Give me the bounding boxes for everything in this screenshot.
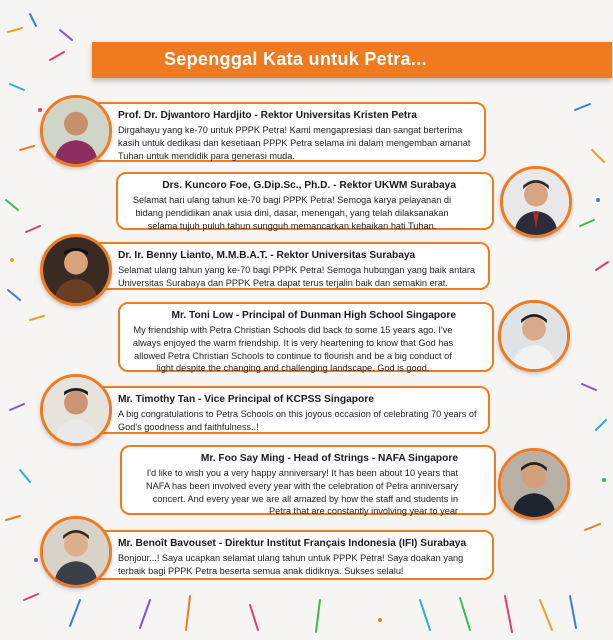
message-card (80, 530, 494, 580)
message-text: Selamat ulang tahun yang ke-70 bagi PPPK Petra! Semoga hubungan yang baik antara Universitas Surabaya dan PPPK Petra dapat terus terjalin baik dan semakin erat. (118, 265, 476, 288)
speaker-name: Mr. Toni Low - Principal of Dunman High School Singapore (171, 310, 456, 321)
speaker-name: Drs. Kuncoro Foe, G.Dip.Sc., Ph.D. - Rektor UKWM Surabaya (162, 180, 456, 191)
message-card (80, 102, 486, 162)
speaker-name: Prof. Dr. Djwantoro Hardjito - Rektor Universitas Kristen Petra (118, 110, 417, 121)
avatar-photo (40, 95, 112, 167)
message-card (116, 172, 494, 230)
avatar-photo (500, 166, 572, 238)
message-text: Dirgahayu yang ke-70 untuk PPPK Petra! Kami mengapresiasi dan sangat berterima kasih untuk dedikasi dan kesetiaan PPPK Petra selama ini dalam mengemban amanat Tuhan untuk mendidik para generasi muda. (118, 125, 471, 161)
message-card (80, 242, 490, 290)
avatar-photo (40, 234, 112, 306)
avatar-photo (498, 448, 570, 520)
message-text: Selamat hari ulang tahun ke-70 bagi PPPK Petra! Semoga karya pelayanan di bidang pendidikan anak usia dini, dasar, menengah, yang telah dilaksanakan selama tujuh puluh tahun sungguh memancarkan kebaikan hati Tuhan. (132, 195, 452, 231)
speaker-name: Dr. Ir. Benny Lianto, M.M.B.A.T. - Rektor Universitas Surabaya (118, 250, 416, 261)
message-text: A big congratulations to Petra Schools on this joyous occasion of celebrating 70 years of God's goodness and faithfulness..! (118, 409, 477, 432)
message-text: My friendship with Petra Christian Schools did back to some 15 years ago. I've always enjoyed the warm friendship. It is very heartening to know that God has allowed Petra Christian Schools to continue to flourish and be a big conduct of light despite the changing and challenging landscape. God is good. (132, 325, 454, 374)
message-card (118, 302, 494, 372)
speaker-name: Mr. Foo Say Ming - Head of Strings - NAFA Singapore (200, 453, 458, 464)
message-card (80, 386, 490, 434)
speaker-name: Mr. Benoît Bavouset - Direktur Institut Français Indonesia (IFI) Surabaya (118, 538, 467, 549)
speaker-name: Mr. Timothy Tan - Vice Principal of KCPSS Singapore (118, 394, 374, 405)
message-text: I'd like to wish you a very happy anniversary! It has been about 10 years that NAFA has been involved every year with the celebration of Petra anniversary concert. And every year we are all amazed by how the staff and students in Petra that are constantly involving year to year (145, 468, 458, 517)
title-banner (92, 42, 612, 78)
message-text: Bonjour...! Saya ucapkan selamat ulang tahun untuk PPPK Petra! Saya doakan yang terbaik bagi PPPK Petra beserta semua anak didiknya. Sukses selalu! (118, 553, 464, 576)
page-title: Sepenggal Kata untuk Petra... (164, 49, 427, 69)
avatar-photo (40, 374, 112, 446)
message-card (120, 445, 496, 515)
avatar-photo (498, 300, 570, 372)
avatar-photo (40, 516, 112, 588)
